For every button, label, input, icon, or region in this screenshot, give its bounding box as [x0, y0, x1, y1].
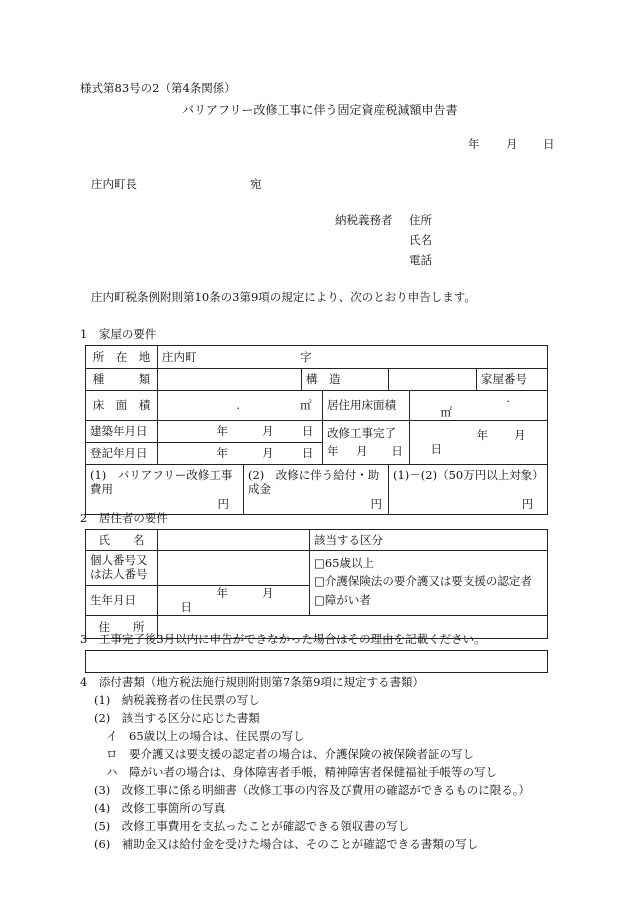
floor-area-dot: . [236, 398, 240, 413]
resident-name-label: 氏 名 [86, 530, 158, 551]
structure-label: 構 造 [302, 369, 389, 391]
built-date-field[interactable] [158, 420, 323, 442]
date-day-label: 日 [543, 137, 555, 151]
date-month-label: 月 [506, 137, 518, 151]
location-town: 庄内町 [162, 349, 197, 364]
completion-day-label: 日 [391, 444, 403, 459]
section4-heading: 4 添付書類（地方税法施行規則附則第7条第9項に規定する書類） [80, 675, 424, 689]
attachment-subitem: ロ 要介護又は要支援の認定者の場合は、介護保険の被保険者証の写し [106, 747, 474, 761]
net-cost-field[interactable] [389, 464, 548, 514]
built-year: 年 [216, 424, 228, 439]
built-month: 月 [262, 424, 274, 439]
form-number: 様式第83号の2（第4条関係） [80, 81, 236, 95]
id-number-label: 個人番号又は法人番号 [86, 551, 158, 586]
floor-area-label: 床 面 積 [86, 391, 158, 421]
net-cost-yen: 円 [521, 497, 534, 512]
resident-requirements-table [85, 529, 548, 639]
category-label: 該当する区分 [310, 530, 548, 551]
attachment-subitem: ハ 障がい者の場合は、身体障害者手帳，精神障害者保健福祉手帳等の写し [106, 765, 497, 779]
birth-date-label: 生年月日 [86, 586, 158, 616]
completion-month: 月 [514, 427, 526, 442]
floor-area-field[interactable] [158, 391, 323, 421]
floor-area-unit: ㎡ [300, 398, 312, 413]
type-field[interactable] [158, 369, 302, 391]
residential-area-field[interactable] [410, 391, 548, 421]
attachment-item: (1) 納税義務者の住民票の写し [94, 693, 260, 707]
residential-area-dot: . [506, 391, 510, 405]
completion-year: 年 [476, 427, 488, 442]
completion-date-field[interactable] [410, 420, 548, 464]
subsidy-field[interactable] [244, 464, 389, 514]
cost-field[interactable] [86, 464, 244, 514]
option-disabled[interactable]: □障がい者 [314, 592, 371, 607]
location-field[interactable] [158, 346, 548, 369]
type-label: 種 類 [86, 369, 158, 391]
completion-year-label: 年 [327, 444, 339, 459]
option-care-certified[interactable]: □介護保険法の要介護又は要支援の認定者 [314, 574, 532, 589]
built-day: 日 [301, 424, 314, 439]
declaration-statement: 庄内町税条例附則第10条の3第9項の規定により、次のとおり申告します。 [91, 290, 476, 304]
resident-name-field[interactable] [158, 530, 310, 551]
built-date-label: 建築年月日 [86, 420, 158, 442]
location-label: 所 在 地 [86, 346, 158, 369]
subsidy-yen: 円 [370, 497, 382, 512]
location-aza: 字 [300, 349, 312, 364]
registered-date-label: 登記年月日 [86, 442, 158, 464]
completion-day: 日 [430, 442, 442, 457]
cost-yen: 円 [217, 497, 229, 512]
attachment-item: (3) 改修工事に係る明細書（改修工事の内容及び費用の確認ができるものに限る。） [94, 783, 531, 797]
house-requirements-table [85, 345, 548, 515]
birth-year: 年 [216, 586, 228, 600]
birth-date-field[interactable] [158, 586, 310, 616]
house-number-label: 家屋番号 [477, 369, 548, 391]
category-options [310, 551, 548, 616]
residential-area-label: 居住用床面積 [323, 391, 410, 421]
subsidy-label: (2) 改修に伴う給付・助成金 [248, 467, 380, 497]
birth-month: 月 [262, 586, 274, 600]
completion-cell [323, 420, 410, 464]
option-65-over[interactable]: □65歳以上 [314, 556, 374, 570]
net-cost-label: (1)－(2)（50万円以上対象） [393, 467, 544, 482]
structure-field[interactable] [389, 369, 477, 391]
attachment-item: (2) 該当する区分に応じた書類 [94, 711, 260, 725]
id-number-field[interactable] [158, 551, 310, 586]
registered-day: 日 [301, 446, 314, 461]
registered-month: 月 [262, 446, 274, 461]
section1-heading: 1 家屋の要件 [80, 327, 157, 341]
cost-label: (1) バリアフリー改修工事費用 [90, 467, 233, 497]
attachment-item: (6) 補助金又は給付金を受けた場合は、そのことが確認できる書類の写し [94, 837, 479, 851]
registered-year: 年 [216, 446, 228, 461]
addressee-suffix: 宛 [250, 177, 262, 191]
registered-date-field[interactable] [158, 442, 323, 464]
completion-month-label: 月 [356, 444, 368, 459]
completion-label: 改修工事完了 [327, 425, 396, 440]
page-title: バリアフリー改修工事に伴う固定資産税減額申告書 [182, 103, 458, 117]
taxpayer-label: 納税義務者 [335, 213, 393, 227]
taxpayer-phone-label: 電話 [409, 253, 432, 267]
residential-area-unit: ㎡ [440, 405, 452, 420]
attachment-item: (5) 改修工事費用を支払ったことが確認できる領収書の写し [94, 819, 410, 833]
late-reason-field[interactable] [85, 650, 548, 673]
section2-heading: 2 居住者の要件 [80, 511, 168, 525]
attachment-item: (4) 改修工事箇所の写真 [94, 801, 226, 815]
resident-address-label: 住 所 [86, 615, 158, 638]
attachment-subitem: イ 65歳以上の場合は、住民票の写し [106, 729, 305, 743]
date-year-label: 年 [468, 137, 480, 151]
section3-heading: 3 工事完了後3月以内に申告ができなかった場合はその理由を記載ください。 [80, 632, 486, 646]
taxpayer-address-label: 住所 [409, 213, 432, 227]
taxpayer-name-label: 氏名 [409, 233, 432, 247]
addressee-name: 庄内町長 [91, 177, 137, 191]
birth-day: 日 [180, 600, 192, 615]
